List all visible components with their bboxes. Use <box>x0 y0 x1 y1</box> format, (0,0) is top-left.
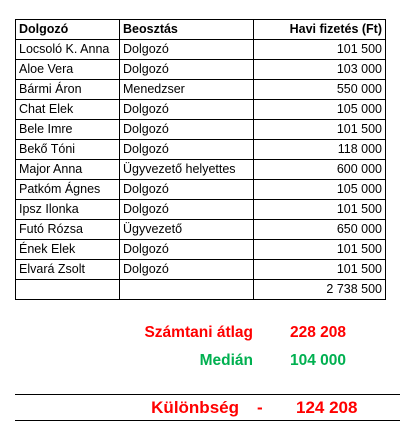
table-row <box>16 40 386 60</box>
cell-position[interactable]: Menedzser <box>120 80 254 100</box>
table-row <box>16 60 386 80</box>
cell-position[interactable]: Ügyvezető <box>120 220 254 240</box>
table-row <box>16 100 386 120</box>
cell-position[interactable]: Ügyvezető helyettes <box>120 160 254 180</box>
table-row <box>16 80 386 100</box>
median-label[interactable]: Medián <box>199 352 253 369</box>
cell-salary[interactable]: 101 500 <box>254 200 386 220</box>
salary-table <box>15 19 386 300</box>
mean-label[interactable]: Számtani átlag <box>144 324 253 341</box>
mean-value[interactable]: 228 208 <box>290 324 347 341</box>
table-row <box>16 120 386 140</box>
difference-value[interactable]: 124 208 <box>296 398 358 417</box>
cell-salary[interactable]: 118 000 <box>254 140 386 160</box>
cell-position[interactable]: Dolgozó <box>120 40 254 60</box>
cell-position[interactable]: Dolgozó <box>120 140 254 160</box>
cell-position[interactable]: Dolgozó <box>120 60 254 80</box>
table-row <box>16 240 386 260</box>
cell-salary[interactable]: 101 500 <box>254 40 386 60</box>
cell-salary[interactable]: 650 000 <box>254 220 386 240</box>
cell-position[interactable]: Dolgozó <box>120 120 254 140</box>
cell-salary[interactable]: 101 500 <box>254 260 386 280</box>
cell-employee[interactable]: Bármi Áron <box>16 80 120 100</box>
median-value[interactable]: 104 000 <box>290 352 347 369</box>
header-employee[interactable]: Dolgozó <box>16 20 120 40</box>
cell-salary[interactable]: 600 000 <box>254 160 386 180</box>
cell-employee[interactable]: Aloe Vera <box>16 60 120 80</box>
cell-employee[interactable]: Bekő Tóni <box>16 140 120 160</box>
cell-employee[interactable]: Patkóm Ágnes <box>16 180 120 200</box>
difference-label[interactable]: Különbség <box>151 398 239 417</box>
cell-position[interactable]: Dolgozó <box>120 240 254 260</box>
cell-employee[interactable]: Locsoló K. Anna <box>16 40 120 60</box>
cell-employee[interactable]: Major Anna <box>16 160 120 180</box>
table-row <box>16 180 386 200</box>
cell-salary[interactable]: 101 500 <box>254 240 386 260</box>
table-header-row <box>16 20 386 40</box>
cell-salary[interactable]: 105 000 <box>254 180 386 200</box>
cell-employee[interactable]: Elvará Zsolt <box>16 260 120 280</box>
cell-position[interactable]: Dolgozó <box>120 100 254 120</box>
difference-dash: - <box>257 398 263 417</box>
table-row <box>16 220 386 240</box>
cell-employee[interactable]: Ipsz Ilonka <box>16 200 120 220</box>
table-row <box>16 140 386 160</box>
cell-position[interactable] <box>120 280 254 300</box>
table-row <box>16 200 386 220</box>
cell-position[interactable]: Dolgozó <box>120 260 254 280</box>
cell-salary[interactable]: 103 000 <box>254 60 386 80</box>
table-row <box>16 160 386 180</box>
difference-top-border <box>15 394 400 395</box>
header-position[interactable]: Beosztás <box>120 20 254 40</box>
cell-employee[interactable]: Bele Imre <box>16 120 120 140</box>
header-monthly-salary[interactable]: Havi fizetés (Ft) <box>254 20 386 40</box>
cell-salary[interactable]: 2 738 500 <box>254 280 386 300</box>
cell-salary[interactable]: 101 500 <box>254 120 386 140</box>
cell-employee[interactable]: Chat Elek <box>16 100 120 120</box>
cell-position[interactable]: Dolgozó <box>120 180 254 200</box>
table-total-row <box>16 280 386 300</box>
table-row <box>16 260 386 280</box>
cell-position[interactable]: Dolgozó <box>120 200 254 220</box>
table-body <box>16 40 386 300</box>
difference-bottom-border <box>15 420 400 421</box>
cell-employee[interactable] <box>16 280 120 300</box>
cell-salary[interactable]: 105 000 <box>254 100 386 120</box>
cell-salary[interactable]: 550 000 <box>254 80 386 100</box>
cell-employee[interactable]: Futó Rózsa <box>16 220 120 240</box>
cell-employee[interactable]: Ének Elek <box>16 240 120 260</box>
